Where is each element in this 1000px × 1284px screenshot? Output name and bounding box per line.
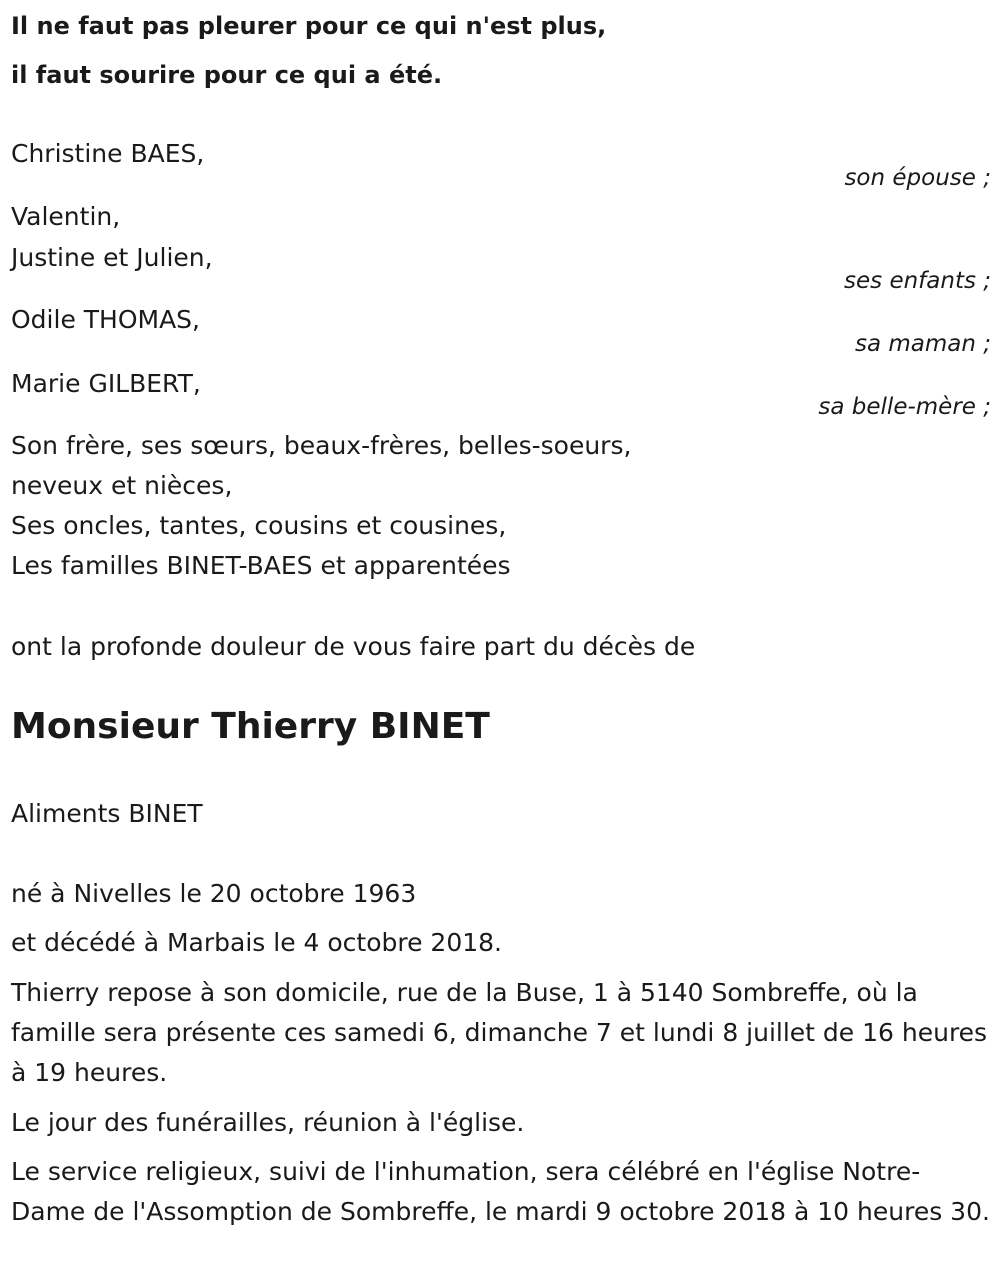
death-info: et décédé à Marbais le 4 octobre 2018. xyxy=(11,928,503,957)
relatives-line-1: Son frère, ses sœurs, beaux-frères, belles-soeurs, xyxy=(11,431,632,460)
mother-role: sa maman ; xyxy=(854,331,991,357)
child-name-1: Valentin, xyxy=(11,202,121,231)
child-name-2: Justine et Julien, xyxy=(11,243,213,272)
mother-name: Odile THOMAS, xyxy=(11,305,201,334)
announcement-text: ont la profonde douleur de vous faire part du décès de xyxy=(11,632,696,661)
spouse-role: son épouse ; xyxy=(844,165,991,191)
mother-in-law-name: Marie GILBERT, xyxy=(11,369,201,398)
mother-in-law-role: sa belle-mère ; xyxy=(818,394,991,420)
quote-line-2: il faut sourire pour ce qui a été. xyxy=(11,61,443,89)
reunion-paragraph: Le jour des funérailles, réunion à l'église. xyxy=(11,1108,525,1137)
relatives-line-2: neveux et nièces, xyxy=(11,471,233,500)
spouse-name: Christine BAES, xyxy=(11,139,205,168)
relatives-line-4: Les familles BINET-BAES et apparentées xyxy=(11,551,511,580)
deceased-name: Monsieur Thierry BINET xyxy=(11,706,490,747)
quote-line-1: Il ne faut pas pleurer pour ce qui n'est plus, xyxy=(11,12,607,40)
service-paragraph: Le service religieux, suivi de l'inhumation, sera célébré en l'église Notre-Dame de l'Assomption de Sombreffe, le mardi 9 octobre 2018 à 10 heures 30. xyxy=(11,1157,990,1226)
children-role: ses enfants ; xyxy=(844,268,991,294)
deceased-company: Aliments BINET xyxy=(11,799,203,828)
birth-info: né à Nivelles le 20 octobre 1963 xyxy=(11,879,417,908)
relatives-line-3: Ses oncles, tantes, cousins et cousines, xyxy=(11,511,507,540)
repose-paragraph: Thierry repose à son domicile, rue de la Buse, 1 à 5140 Sombreffe, où la famille sera présente ces samedi 6, dimanche 7 et lundi 8 juillet de 16 heures à 19 heures. xyxy=(11,978,988,1087)
